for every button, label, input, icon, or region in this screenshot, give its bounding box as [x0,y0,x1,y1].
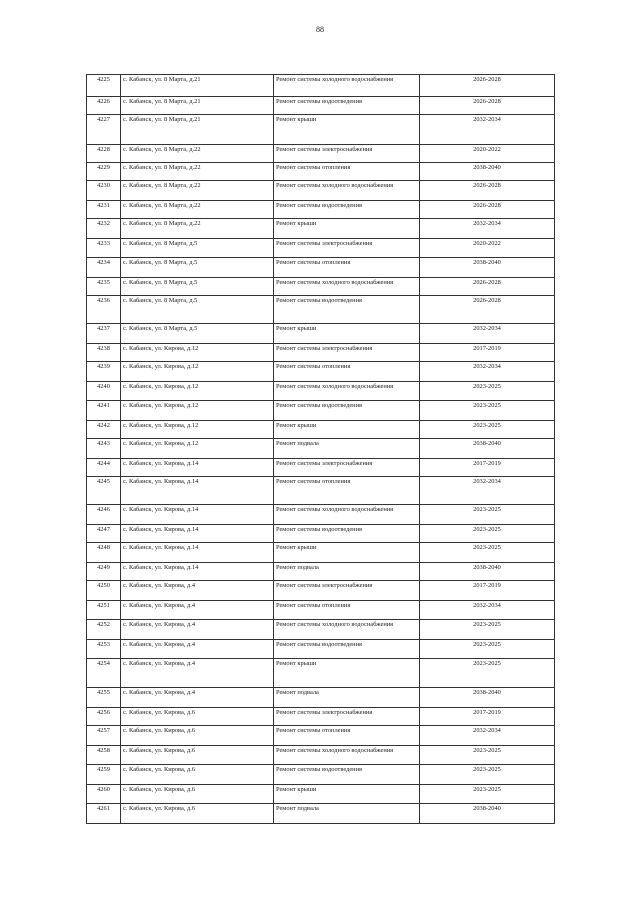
work-type-cell: Ремонт системы водоотведения [274,97,420,115]
work-type-cell: Ремонт крыши [274,785,420,804]
table-row [87,278,555,296]
work-type-cell: Ремонт подвала [274,439,420,459]
work-type-cell: Ремонт системы электроснабжения [274,239,420,258]
address-cell: с. Кабанск, ул. Кирова, д.14 [121,525,274,543]
row-number-cell: 4244 [87,459,121,477]
row-number-cell: 4234 [87,258,121,278]
row-number-cell: 4245 [87,477,121,505]
work-type-cell: Ремонт системы холодного водоснабжения [274,278,420,296]
address-cell: с. Кабанск, ул. 8 Марта, д.22 [121,145,274,163]
row-number-cell: 4236 [87,296,121,324]
address-cell: с. Кабанск, ул. Кирова, д.12 [121,344,274,362]
row-number-cell: 4241 [87,401,121,421]
row-number-cell: 4238 [87,344,121,362]
address-cell: с. Кабанск, ул. 8 Марта, д.21 [121,115,274,145]
work-type-cell: Ремонт системы холодного водоснабжения [274,181,420,201]
table-row [87,659,555,688]
address-cell: с. Кабанск, ул. 8 Марта, д.22 [121,219,274,239]
period-cell: 2023-2025 [420,640,555,659]
row-number-cell: 4260 [87,785,121,804]
address-cell: с. Кабанск, ул. Кирова, д.6 [121,726,274,746]
period-cell: 2026-2028 [420,181,555,201]
row-number-cell: 4237 [87,324,121,344]
address-cell: с. Кабанск, ул. Кирова, д.6 [121,765,274,785]
work-type-cell: Ремонт крыши [274,115,420,145]
table-row [87,344,555,362]
table-row [87,296,555,324]
address-cell: с. Кабанск, ул. Кирова, д.14 [121,477,274,505]
row-number-cell: 4250 [87,581,121,601]
address-cell: с. Кабанск, ул. Кирова, д.12 [121,421,274,439]
address-cell: с. Кабанск, ул. 8 Марта, д.22 [121,201,274,219]
period-cell: 2032-2034 [420,115,555,145]
period-cell: 2023-2025 [420,382,555,401]
period-cell: 2023-2025 [420,746,555,765]
table-row [87,804,555,824]
period-cell: 2026-2028 [420,75,555,97]
period-cell: 2023-2025 [420,505,555,525]
page-number: 88 [316,25,324,34]
work-type-cell: Ремонт системы водоотведения [274,765,420,785]
address-cell: с. Кабанск, ул. Кирова, д.14 [121,563,274,581]
work-type-cell: Ремонт подвала [274,563,420,581]
address-cell: с. Кабанск, ул. Кирова, д.14 [121,459,274,477]
row-number-cell: 4254 [87,659,121,688]
period-cell: 2023-2025 [420,543,555,563]
address-cell: с. Кабанск, ул. Кирова, д.12 [121,439,274,459]
period-cell: 2038-2040 [420,688,555,708]
work-type-cell: Ремонт системы отопления [274,258,420,278]
address-cell: с. Кабанск, ул. Кирова, д.4 [121,688,274,708]
work-type-cell: Ремонт системы отопления [274,477,420,505]
table-row [87,581,555,601]
row-number-cell: 4232 [87,219,121,239]
work-type-cell: Ремонт системы отопления [274,362,420,382]
address-cell: с. Кабанск, ул. Кирова, д.4 [121,581,274,601]
address-cell: с. Кабанск, ул. 8 Марта, д.5 [121,239,274,258]
table-row [87,324,555,344]
table-row [87,439,555,459]
work-type-cell: Ремонт системы водоотведения [274,401,420,421]
work-type-cell: Ремонт подвала [274,804,420,824]
work-type-cell: Ремонт системы водоотведения [274,296,420,324]
period-cell: 2023-2025 [420,401,555,421]
row-number-cell: 4257 [87,726,121,746]
work-type-cell: Ремонт системы холодного водоснабжения [274,75,420,97]
address-cell: с. Кабанск, ул. Кирова, д.14 [121,543,274,563]
row-number-cell: 4235 [87,278,121,296]
period-cell: 2017-2019 [420,459,555,477]
table-body [87,75,555,824]
row-number-cell: 4231 [87,201,121,219]
work-type-cell: Ремонт системы холодного водоснабжения [274,382,420,401]
table-row [87,726,555,746]
period-cell: 2038-2040 [420,439,555,459]
work-type-cell: Ремонт системы электроснабжения [274,344,420,362]
table-row [87,505,555,525]
period-cell: 2023-2025 [420,765,555,785]
work-type-cell: Ремонт системы водоотведения [274,640,420,659]
period-cell: 2017-2019 [420,344,555,362]
work-type-cell: Ремонт крыши [274,659,420,688]
work-type-cell: Ремонт крыши [274,543,420,563]
period-cell: 2038-2040 [420,563,555,581]
table-row [87,620,555,640]
address-cell: с. Кабанск, ул. Кирова, д.6 [121,746,274,765]
work-type-cell: Ремонт системы электроснабжения [274,581,420,601]
table-row [87,785,555,804]
table-row [87,181,555,201]
period-cell: 2026-2028 [420,278,555,296]
period-cell: 2032-2034 [420,362,555,382]
address-cell: с. Кабанск, ул. 8 Марта, д.5 [121,278,274,296]
row-number-cell: 4248 [87,543,121,563]
row-number-cell: 4246 [87,505,121,525]
period-cell: 2032-2034 [420,219,555,239]
work-type-cell: Ремонт системы отопления [274,601,420,620]
row-number-cell: 4261 [87,804,121,824]
address-cell: с. Кабанск, ул. 8 Марта, д.21 [121,75,274,97]
row-number-cell: 4225 [87,75,121,97]
work-type-cell: Ремонт крыши [274,421,420,439]
table-row [87,382,555,401]
period-cell: 2032-2034 [420,726,555,746]
period-cell: 2023-2025 [420,525,555,543]
row-number-cell: 4259 [87,765,121,785]
table-row [87,688,555,708]
period-cell: 2032-2034 [420,477,555,505]
table-row [87,708,555,726]
table-row [87,97,555,115]
row-number-cell: 4239 [87,362,121,382]
row-number-cell: 4251 [87,601,121,620]
table-row [87,115,555,145]
table-row [87,201,555,219]
row-number-cell: 4240 [87,382,121,401]
table-row [87,75,555,97]
address-cell: с. Кабанск, ул. Кирова, д.6 [121,804,274,824]
work-type-cell: Ремонт крыши [274,324,420,344]
table-row [87,640,555,659]
row-number-cell: 4230 [87,181,121,201]
address-cell: с. Кабанск, ул. 8 Марта, д.22 [121,163,274,181]
period-cell: 2023-2025 [420,785,555,804]
period-cell: 2023-2025 [420,421,555,439]
table-row [87,563,555,581]
period-cell: 2023-2025 [420,620,555,640]
table-row [87,477,555,505]
address-cell: с. Кабанск, ул. 8 Марта, д.22 [121,181,274,201]
work-type-cell: Ремонт системы отопления [274,163,420,181]
table-row [87,145,555,163]
row-number-cell: 4249 [87,563,121,581]
address-cell: с. Кабанск, ул. Кирова, д.14 [121,505,274,525]
row-number-cell: 4228 [87,145,121,163]
work-type-cell: Ремонт системы электроснабжения [274,708,420,726]
address-cell: с. Кабанск, ул. Кирова, д.6 [121,785,274,804]
table-row [87,601,555,620]
period-cell: 2026-2028 [420,201,555,219]
row-number-cell: 4258 [87,746,121,765]
row-number-cell: 4227 [87,115,121,145]
period-cell: 2020-2022 [420,239,555,258]
period-cell: 2026-2028 [420,296,555,324]
row-number-cell: 4226 [87,97,121,115]
work-type-cell: Ремонт системы холодного водоснабжения [274,746,420,765]
address-cell: с. Кабанск, ул. Кирова, д.12 [121,362,274,382]
address-cell: с. Кабанск, ул. 8 Марта, д.5 [121,258,274,278]
row-number-cell: 4242 [87,421,121,439]
period-cell: 2023-2025 [420,659,555,688]
table-row [87,163,555,181]
work-type-cell: Ремонт системы холодного водоснабжения [274,505,420,525]
period-cell: 2017-2019 [420,581,555,601]
period-cell: 2032-2034 [420,601,555,620]
period-cell: 2038-2040 [420,804,555,824]
table-row [87,401,555,421]
work-type-cell: Ремонт крыши [274,219,420,239]
address-cell: с. Кабанск, ул. Кирова, д.6 [121,708,274,726]
address-cell: с. Кабанск, ул. 8 Марта, д.21 [121,97,274,115]
table-row [87,459,555,477]
table-row [87,765,555,785]
period-cell: 2038-2040 [420,258,555,278]
table-row [87,543,555,563]
period-cell: 2026-2028 [420,97,555,115]
row-number-cell: 4252 [87,620,121,640]
period-cell: 2017-2019 [420,708,555,726]
row-number-cell: 4233 [87,239,121,258]
work-type-cell: Ремонт системы холодного водоснабжения [274,620,420,640]
row-number-cell: 4247 [87,525,121,543]
period-cell: 2032-2034 [420,324,555,344]
table-row [87,258,555,278]
work-type-cell: Ремонт системы электроснабжения [274,459,420,477]
repair-schedule-table [86,74,555,824]
period-cell: 2020-2022 [420,145,555,163]
address-cell: с. Кабанск, ул. Кирова, д.12 [121,401,274,421]
period-cell: 2038-2040 [420,163,555,181]
row-number-cell: 4253 [87,640,121,659]
address-cell: с. Кабанск, ул. 8 Марта, д.5 [121,296,274,324]
table-row [87,525,555,543]
address-cell: с. Кабанск, ул. Кирова, д.12 [121,382,274,401]
address-cell: с. Кабанск, ул. Кирова, д.4 [121,659,274,688]
row-number-cell: 4255 [87,688,121,708]
work-type-cell: Ремонт системы водоотведения [274,525,420,543]
work-type-cell: Ремонт подвала [274,688,420,708]
address-cell: с. Кабанск, ул. Кирова, д.4 [121,640,274,659]
table-row [87,362,555,382]
row-number-cell: 4229 [87,163,121,181]
work-type-cell: Ремонт системы электроснабжения [274,145,420,163]
table-row [87,239,555,258]
table-row [87,219,555,239]
work-type-cell: Ремонт системы отопления [274,726,420,746]
row-number-cell: 4256 [87,708,121,726]
table-row [87,421,555,439]
work-type-cell: Ремонт системы водоотведения [274,201,420,219]
row-number-cell: 4243 [87,439,121,459]
address-cell: с. Кабанск, ул. Кирова, д.4 [121,620,274,640]
address-cell: с. Кабанск, ул. 8 Марта, д.5 [121,324,274,344]
table-row [87,746,555,765]
address-cell: с. Кабанск, ул. Кирова, д.4 [121,601,274,620]
